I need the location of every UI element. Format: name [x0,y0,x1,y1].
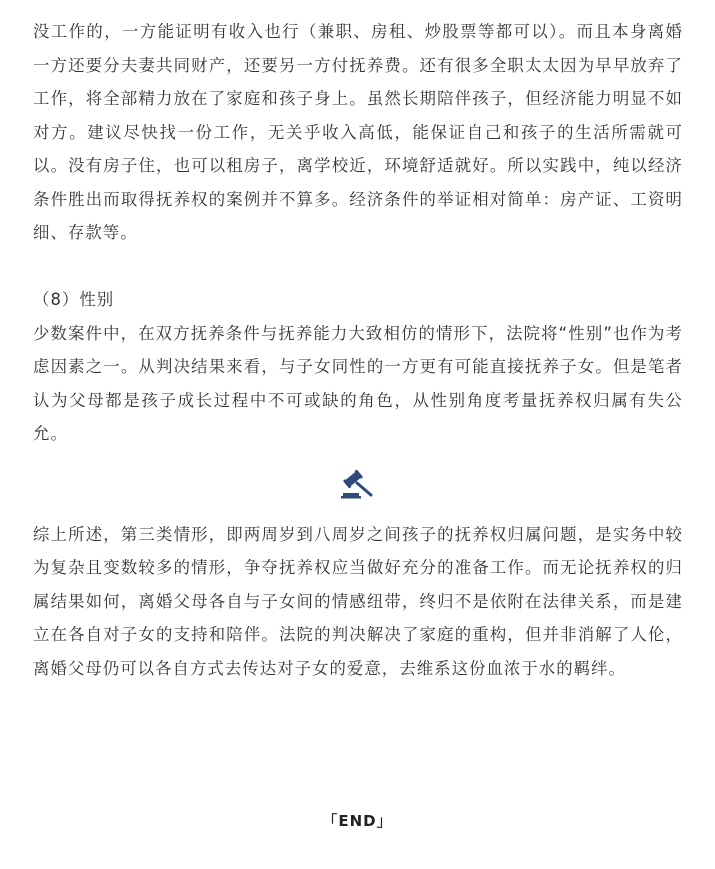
paragraph-economic-conditions: 没工作的，一方能证明有收入也行（兼职、房租、炒股票等都可以）。而且本身离婚一方还要分夫妻共同财产，还要另一方付抚养费。还有很多全职太太因为早早放弃了工作，将全部精力放在了家庭和孩子身上。虽然长期陪伴孩子，但经济能力明显不如对方。建议尽快找一份工作，无关乎收入高低，能保证自己和孩子的生活所需就可以。没有房子住，也可以租房子，离学校近，环境舒适就好。所以实践中，纯以经济条件胜出而取得抚养权的案例并不算多。经济条件的举证相对简单：房产证、工资明细、存款等。 [33,22,683,242]
section-divider [33,451,683,518]
end-section [0,810,715,833]
end-mark: 「END」 [318,810,396,833]
article-body [33,15,683,685]
gavel-icon [340,469,376,499]
section-heading-gender: （8）性别 [33,290,115,309]
paragraph-spacer [33,250,683,284]
paragraph-summary: 综上所述，第三类情形，即两周岁到八周岁之间孩子的抚养权归属问题，是实务中较为复杂且变数较多的情形，争夺抚养权应当做好充分的准备工作。而无论抚养权的归属结果如何，离婚父母各自与子女间的情感纽带，终归不是依附在法律关系，而是建立在各自对子女的支持和陪伴。法院的判决解决了家庭的重构，但并非消解了人伦，离婚父母仍可以各自方式去传达对子女的爱意，去维系这份血浓于水的羁绊。 [33,524,683,678]
paragraph-gender: 少数案件中，在双方抚养条件与抚养能力大致相仿的情形下，法院将“性别”也作为考虑因素之一。从判决结果来看，与子女同性的一方更有可能直接抚养子女。但是笔者认为父母都是孩子成长过程中不可或缺的角色，从性别角度考量抚养权归属有失公允。 [33,323,683,443]
